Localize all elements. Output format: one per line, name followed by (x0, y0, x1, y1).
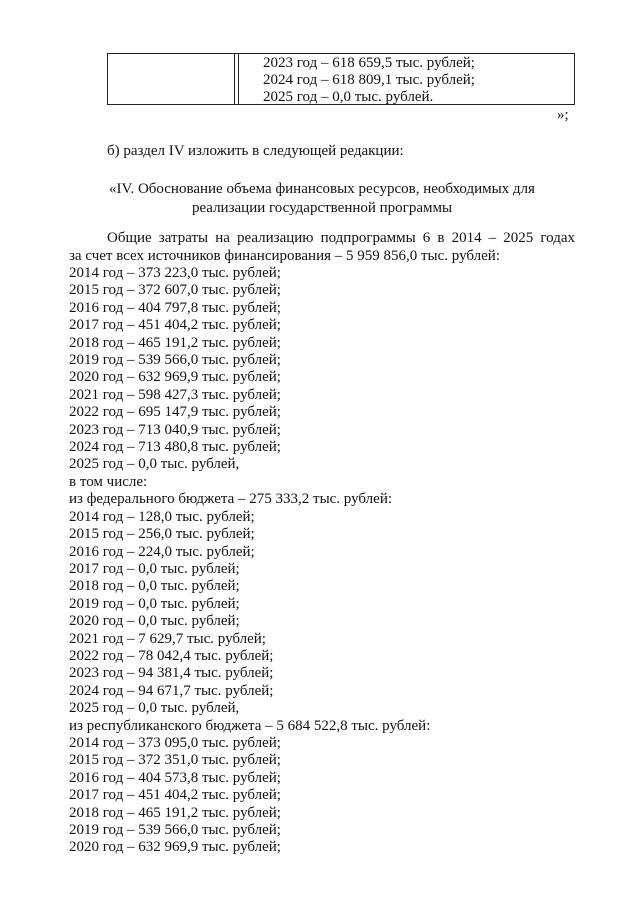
funding-line: 2014 год – 128,0 тыс. рублей; (69, 508, 255, 525)
funding-line: 2022 год – 78 042,4 тыс. рублей; (69, 647, 274, 664)
funding-line: 2018 год – 0,0 тыс. рублей; (69, 578, 240, 595)
funding-line: 2018 год – 465 191,2 тыс. рублей; (69, 804, 281, 821)
funding-line: 2022 год – 695 147,9 тыс. рублей; (69, 404, 281, 421)
funding-line: 2017 год – 451 404,2 тыс. рублей; (69, 317, 281, 334)
closing-quote: »; (557, 107, 569, 123)
funding-line: 2021 год – 598 427,3 тыс. рублей; (69, 386, 281, 403)
table-line: 2023 год – 618 659,5 тыс. рублей; (263, 55, 475, 71)
funding-table (107, 53, 575, 105)
intro-line: Общие затраты на реализацию подпрограммы 6 в 2014 – 2025 годах (107, 230, 575, 246)
funding-line: 2015 год – 256,0 тыс. рублей; (69, 526, 255, 543)
table-cell-empty (108, 54, 235, 104)
funding-line: 2019 год – 0,0 тыс. рублей; (69, 595, 240, 612)
funding-line: 2020 год – 0,0 тыс. рублей; (69, 613, 240, 630)
funding-line: 2016 год – 404 797,8 тыс. рублей; (69, 299, 281, 316)
funding-line: 2015 год – 372 607,0 тыс. рублей; (69, 282, 281, 299)
funding-line: 2016 год – 404 573,8 тыс. рублей; (69, 769, 281, 786)
funding-line: 2018 год – 465 191,2 тыс. рублей; (69, 334, 281, 351)
funding-line: 2024 год – 713 480,8 тыс. рублей; (69, 439, 281, 456)
intro-line: за счет всех источников финансирования – 5 959 856,0 тыс. рублей: (69, 248, 500, 264)
funding-line: из республиканского бюджета – 5 684 522,8 тыс. рублей: (69, 717, 431, 734)
funding-line: в том числе: (69, 473, 148, 490)
funding-line: 2014 год – 373 095,0 тыс. рублей; (69, 734, 281, 751)
funding-line: 2017 год – 0,0 тыс. рублей; (69, 560, 240, 577)
funding-line: 2021 год – 7 629,7 тыс. рублей; (69, 630, 266, 647)
funding-line: 2015 год – 372 351,0 тыс. рублей; (69, 752, 281, 769)
funding-line: 2025 год – 0,0 тыс. рублей, (69, 700, 240, 717)
funding-line: из федерального бюджета – 275 333,2 тыс. рублей: (69, 491, 393, 508)
funding-line: 2024 год – 94 671,7 тыс. рублей; (69, 682, 274, 699)
section-title-line: реализации государственной программы (191, 200, 453, 216)
funding-line: 2019 год – 539 566,0 тыс. рублей; (69, 352, 281, 369)
section-title (69, 180, 575, 218)
section-title-line: «IV. Обоснование объема финансовых ресурсов, необходимых для (109, 181, 535, 197)
funding-line: 2014 год – 373 223,0 тыс. рублей; (69, 265, 281, 281)
funding-line: 2016 год – 224,0 тыс. рублей; (69, 543, 255, 560)
table-cell-divider (238, 54, 243, 104)
funding-line: 2019 год – 539 566,0 тыс. рублей; (69, 822, 281, 838)
funding-line: 2023 год – 94 381,4 тыс. рублей; (69, 665, 274, 682)
funding-line: 2023 год – 713 040,9 тыс. рублей; (69, 421, 281, 438)
funding-lines (69, 265, 575, 857)
table-line: 2024 год – 618 809,1 тыс. рублей; (263, 72, 475, 88)
table-cell-values (263, 55, 475, 106)
document-body (69, 229, 575, 857)
funding-line: 2020 год – 632 969,9 тыс. рублей; (69, 369, 281, 386)
funding-line: 2017 год – 451 404,2 тыс. рублей; (69, 787, 281, 804)
paragraph-b: б) раздел IV изложить в следующей редакции: (107, 143, 404, 159)
funding-line: 2025 год – 0,0 тыс. рублей, (69, 456, 240, 473)
funding-line: 2020 год – 632 969,9 тыс. рублей; (69, 839, 281, 856)
table-line: 2025 год – 0,0 тыс. рублей. (263, 89, 434, 105)
